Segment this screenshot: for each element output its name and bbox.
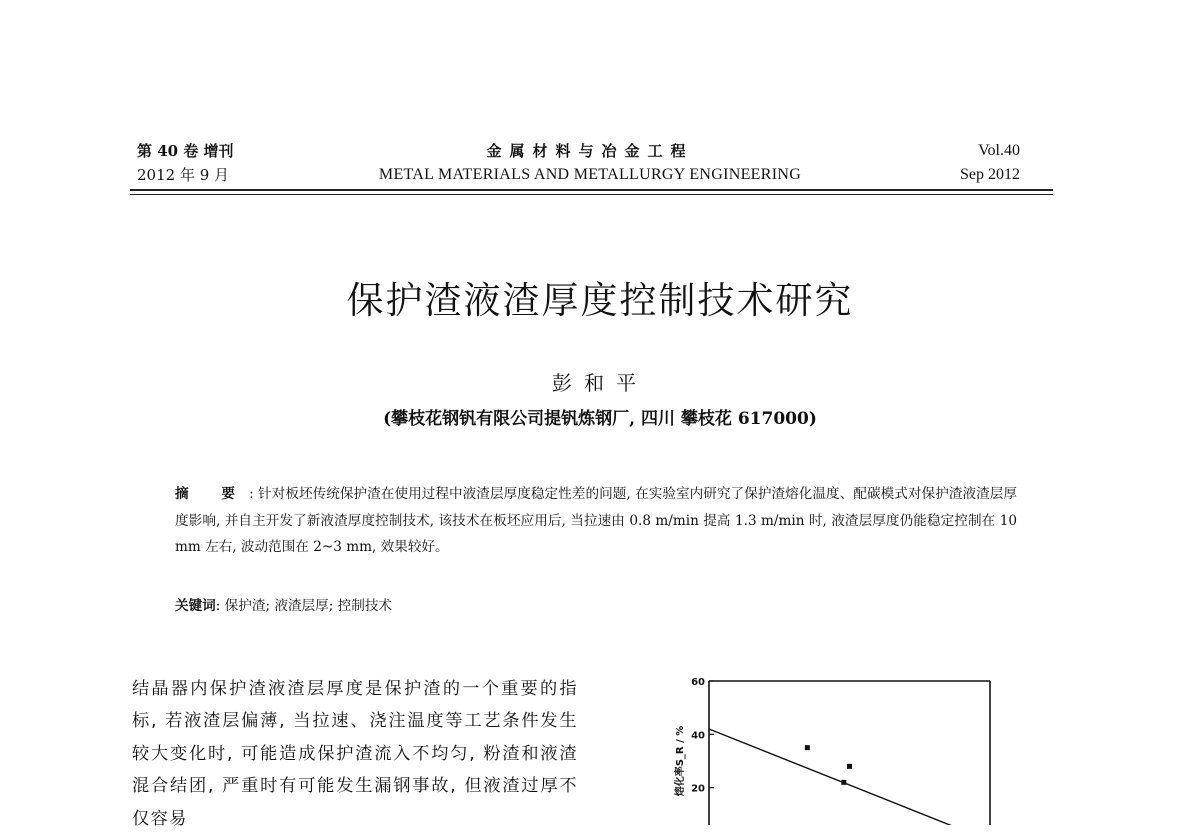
data-point bbox=[841, 780, 846, 785]
author-name: 彭和平 bbox=[552, 371, 648, 395]
volume-en: Vol.40 bbox=[978, 142, 1020, 159]
fit-line bbox=[709, 729, 990, 825]
y-axis-label: 熔化率S_R / % bbox=[675, 725, 686, 797]
keywords-label: 关键词 bbox=[175, 598, 216, 614]
journal-name-cn: 金属材料与冶金工程 bbox=[486, 142, 694, 160]
abstract bbox=[175, 481, 1017, 561]
y-tick-label: 60 bbox=[691, 677, 705, 688]
header-rule-thick bbox=[130, 189, 1053, 191]
issue-date: 2012 年 9 月 bbox=[137, 166, 230, 184]
keywords-text: : 保护渣; 液渣层厚; 控制技术 bbox=[215, 598, 393, 614]
journal-name bbox=[330, 139, 850, 187]
melting-rate-chart bbox=[655, 665, 1000, 825]
author-affiliation: (攀枝花钢钒有限公司提钒炼钢厂, 四川 攀枝花 617000) bbox=[383, 409, 817, 429]
y-tick-label: 40 bbox=[691, 730, 705, 742]
chart-plot-area bbox=[673, 677, 990, 825]
journal-volume-info bbox=[960, 139, 1020, 187]
data-point bbox=[805, 745, 810, 750]
journal-name-en: METAL MATERIALS AND METALLURGY ENGINEERING bbox=[378, 166, 802, 183]
date-en: Sep 2012 bbox=[960, 166, 1020, 183]
journal-issue-info bbox=[137, 139, 234, 187]
data-point bbox=[847, 764, 852, 769]
abstract-label: 摘 要 bbox=[175, 486, 250, 502]
article-title: 保护渣液渣厚度控制技术研究 bbox=[346, 279, 854, 322]
abstract-text: : 针对板坯传统保护渣在使用过程中液渣层厚度稳定性差的问题, 在实验室内研究了保护渣熔化温度、配碳模式对保护渣液渣层厚度影响, 并自主开发了新液渣厚度控制技术, 该技术在板坯应用后, 当拉速由 0.8 m/min 提高 1.3 m/min 时, 液渣层厚度仍能稳定控制在 10 mm 左右, 波动范围在 2~3 mm, 效果较好。 bbox=[175, 486, 1018, 555]
body-paragraph: 结晶器内保护渣液渣层厚度是保护渣的一个重要的指标, 若液渣层偏薄, 当拉速、浇注温度等工艺条件发生较大变化时, 可能造成保护渣流入不均匀, 粉渣和液渣混合结团, 严重时有可能发生漏钢事故, 但液渣过厚不仅容易 bbox=[132, 679, 578, 829]
volume-issue: 第 40 卷 增刊 bbox=[137, 142, 234, 160]
header-rule-thin bbox=[130, 194, 1053, 195]
y-tick-label: 20 bbox=[691, 783, 705, 795]
keywords bbox=[175, 595, 392, 617]
